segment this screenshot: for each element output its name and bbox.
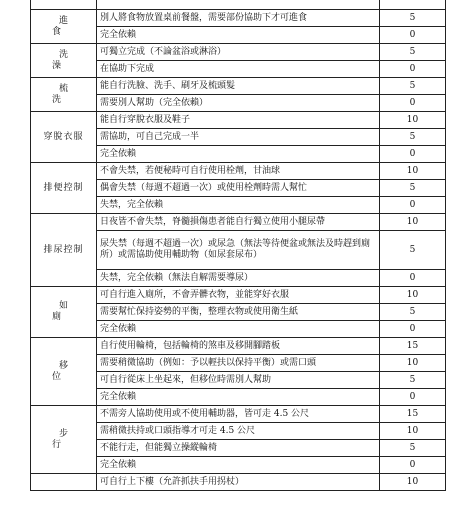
item-score: 10	[380, 355, 446, 372]
category-cell	[31, 474, 97, 491]
item-description: 自行使用輪椅，包括輪椅的煞車及移開腳踏板	[97, 338, 380, 355]
item-score: 5	[380, 440, 446, 457]
table-row	[31, 0, 446, 10]
item-score: 0	[380, 389, 446, 406]
item-score: 10	[380, 112, 446, 129]
item-description: 失禁，完全依賴（無法自解需要導尿）	[97, 270, 380, 287]
table-row	[31, 10, 446, 27]
item-description	[97, 0, 380, 10]
item-score: 0	[380, 457, 446, 474]
item-score: 5	[380, 304, 446, 321]
category-cell: 步 行	[31, 406, 97, 474]
table-row	[31, 78, 446, 95]
category-cell	[31, 0, 97, 10]
table-body	[31, 0, 446, 491]
item-score: 0	[380, 197, 446, 214]
table-row	[31, 112, 446, 129]
item-score: 5	[380, 372, 446, 389]
item-score: 15	[380, 406, 446, 423]
item-score: 0	[380, 146, 446, 163]
item-description: 失禁，完全依賴	[97, 197, 380, 214]
item-description: 可自行從床上坐起來，但移位時需別人幫助	[97, 372, 380, 389]
item-score: 0	[380, 61, 446, 78]
item-score: 10	[380, 214, 446, 231]
adl-score-table	[30, 0, 446, 491]
item-score: 0	[380, 95, 446, 112]
item-score: 0	[380, 321, 446, 338]
item-score	[380, 0, 446, 10]
table-row	[31, 44, 446, 61]
item-description: 完全依賴	[97, 27, 380, 44]
item-score: 10	[380, 474, 446, 491]
item-description: 不會失禁，若便秘時可自行使用栓劑，甘油球	[97, 163, 380, 180]
item-score: 5	[380, 44, 446, 61]
category-cell: 進 食	[31, 10, 97, 44]
item-description: 完全依賴	[97, 389, 380, 406]
item-score: 5	[380, 180, 446, 197]
category-cell: 排尿控制	[31, 214, 97, 287]
item-description: 需要別人幫助（完全依賴）	[97, 95, 380, 112]
item-score: 5	[380, 129, 446, 146]
item-description: 別人將食物放置桌前餐盤，需要部份協助下才可進食	[97, 10, 380, 27]
item-score: 10	[380, 287, 446, 304]
item-score: 5	[380, 78, 446, 95]
item-score: 5	[380, 10, 446, 27]
item-description: 可獨立完成（不論盆浴或淋浴）	[97, 44, 380, 61]
item-description: 能自行穿脫衣服及鞋子	[97, 112, 380, 129]
item-description: 完全依賴	[97, 457, 380, 474]
table-row	[31, 214, 446, 231]
table-row	[31, 163, 446, 180]
category-cell: 洗 澡	[31, 44, 97, 78]
item-score: 15	[380, 338, 446, 355]
category-cell: 穿脫衣服	[31, 112, 97, 163]
item-description: 不能行走，但能獨立操縱輪椅	[97, 440, 380, 457]
item-description: 需協助，可自己完成一半	[97, 129, 380, 146]
category-cell: 如 廁	[31, 287, 97, 338]
table-row	[31, 474, 446, 491]
item-description: 可自行進入廁所，不會弄髒衣物，並能穿好衣服	[97, 287, 380, 304]
item-description: 需要稍微協助（例如：予以輕扶以保持平衡）或需口頭	[97, 355, 380, 372]
category-cell: 梳 洗	[31, 78, 97, 112]
category-cell: 移 位	[31, 338, 97, 406]
item-description: 在協助下完成	[97, 61, 380, 78]
item-description: 日夜皆不會失禁，脊髓損傷患者能自行獨立使用小腿尿帶	[97, 214, 380, 231]
item-description: 不需旁人協助使用或不使用輔助器，皆可走 4.5 公尺	[97, 406, 380, 423]
item-description: 需要幫忙保持姿勢的平衡，整理衣物或使用衛生紙	[97, 304, 380, 321]
item-description: 能自行洗臉、洗手、刷牙及梳頭髮	[97, 78, 380, 95]
item-score: 0	[380, 270, 446, 287]
item-description: 完全依賴	[97, 146, 380, 163]
item-description: 可自行上下樓（允許抓扶手用拐杖）	[97, 474, 380, 491]
item-score: 0	[380, 27, 446, 44]
item-description: 需稍微扶持或口頭指導才可走 4.5 公尺	[97, 423, 380, 440]
item-description: 偶會失禁（每週不超過一次）或使用栓劑時需人幫忙	[97, 180, 380, 197]
item-score: 5	[380, 231, 446, 270]
item-score: 10	[380, 423, 446, 440]
category-cell: 排便控制	[31, 163, 97, 214]
item-description: 完全依賴	[97, 321, 380, 338]
table-row	[31, 406, 446, 423]
item-score: 10	[380, 163, 446, 180]
item-description: 尿失禁（每週不超過一次）或尿急（無法等待便盆或無法及時趕到廁所）或需協助使用輔助物（如尿套尿布）	[97, 231, 380, 270]
table-row	[31, 287, 446, 304]
table-row	[31, 338, 446, 355]
